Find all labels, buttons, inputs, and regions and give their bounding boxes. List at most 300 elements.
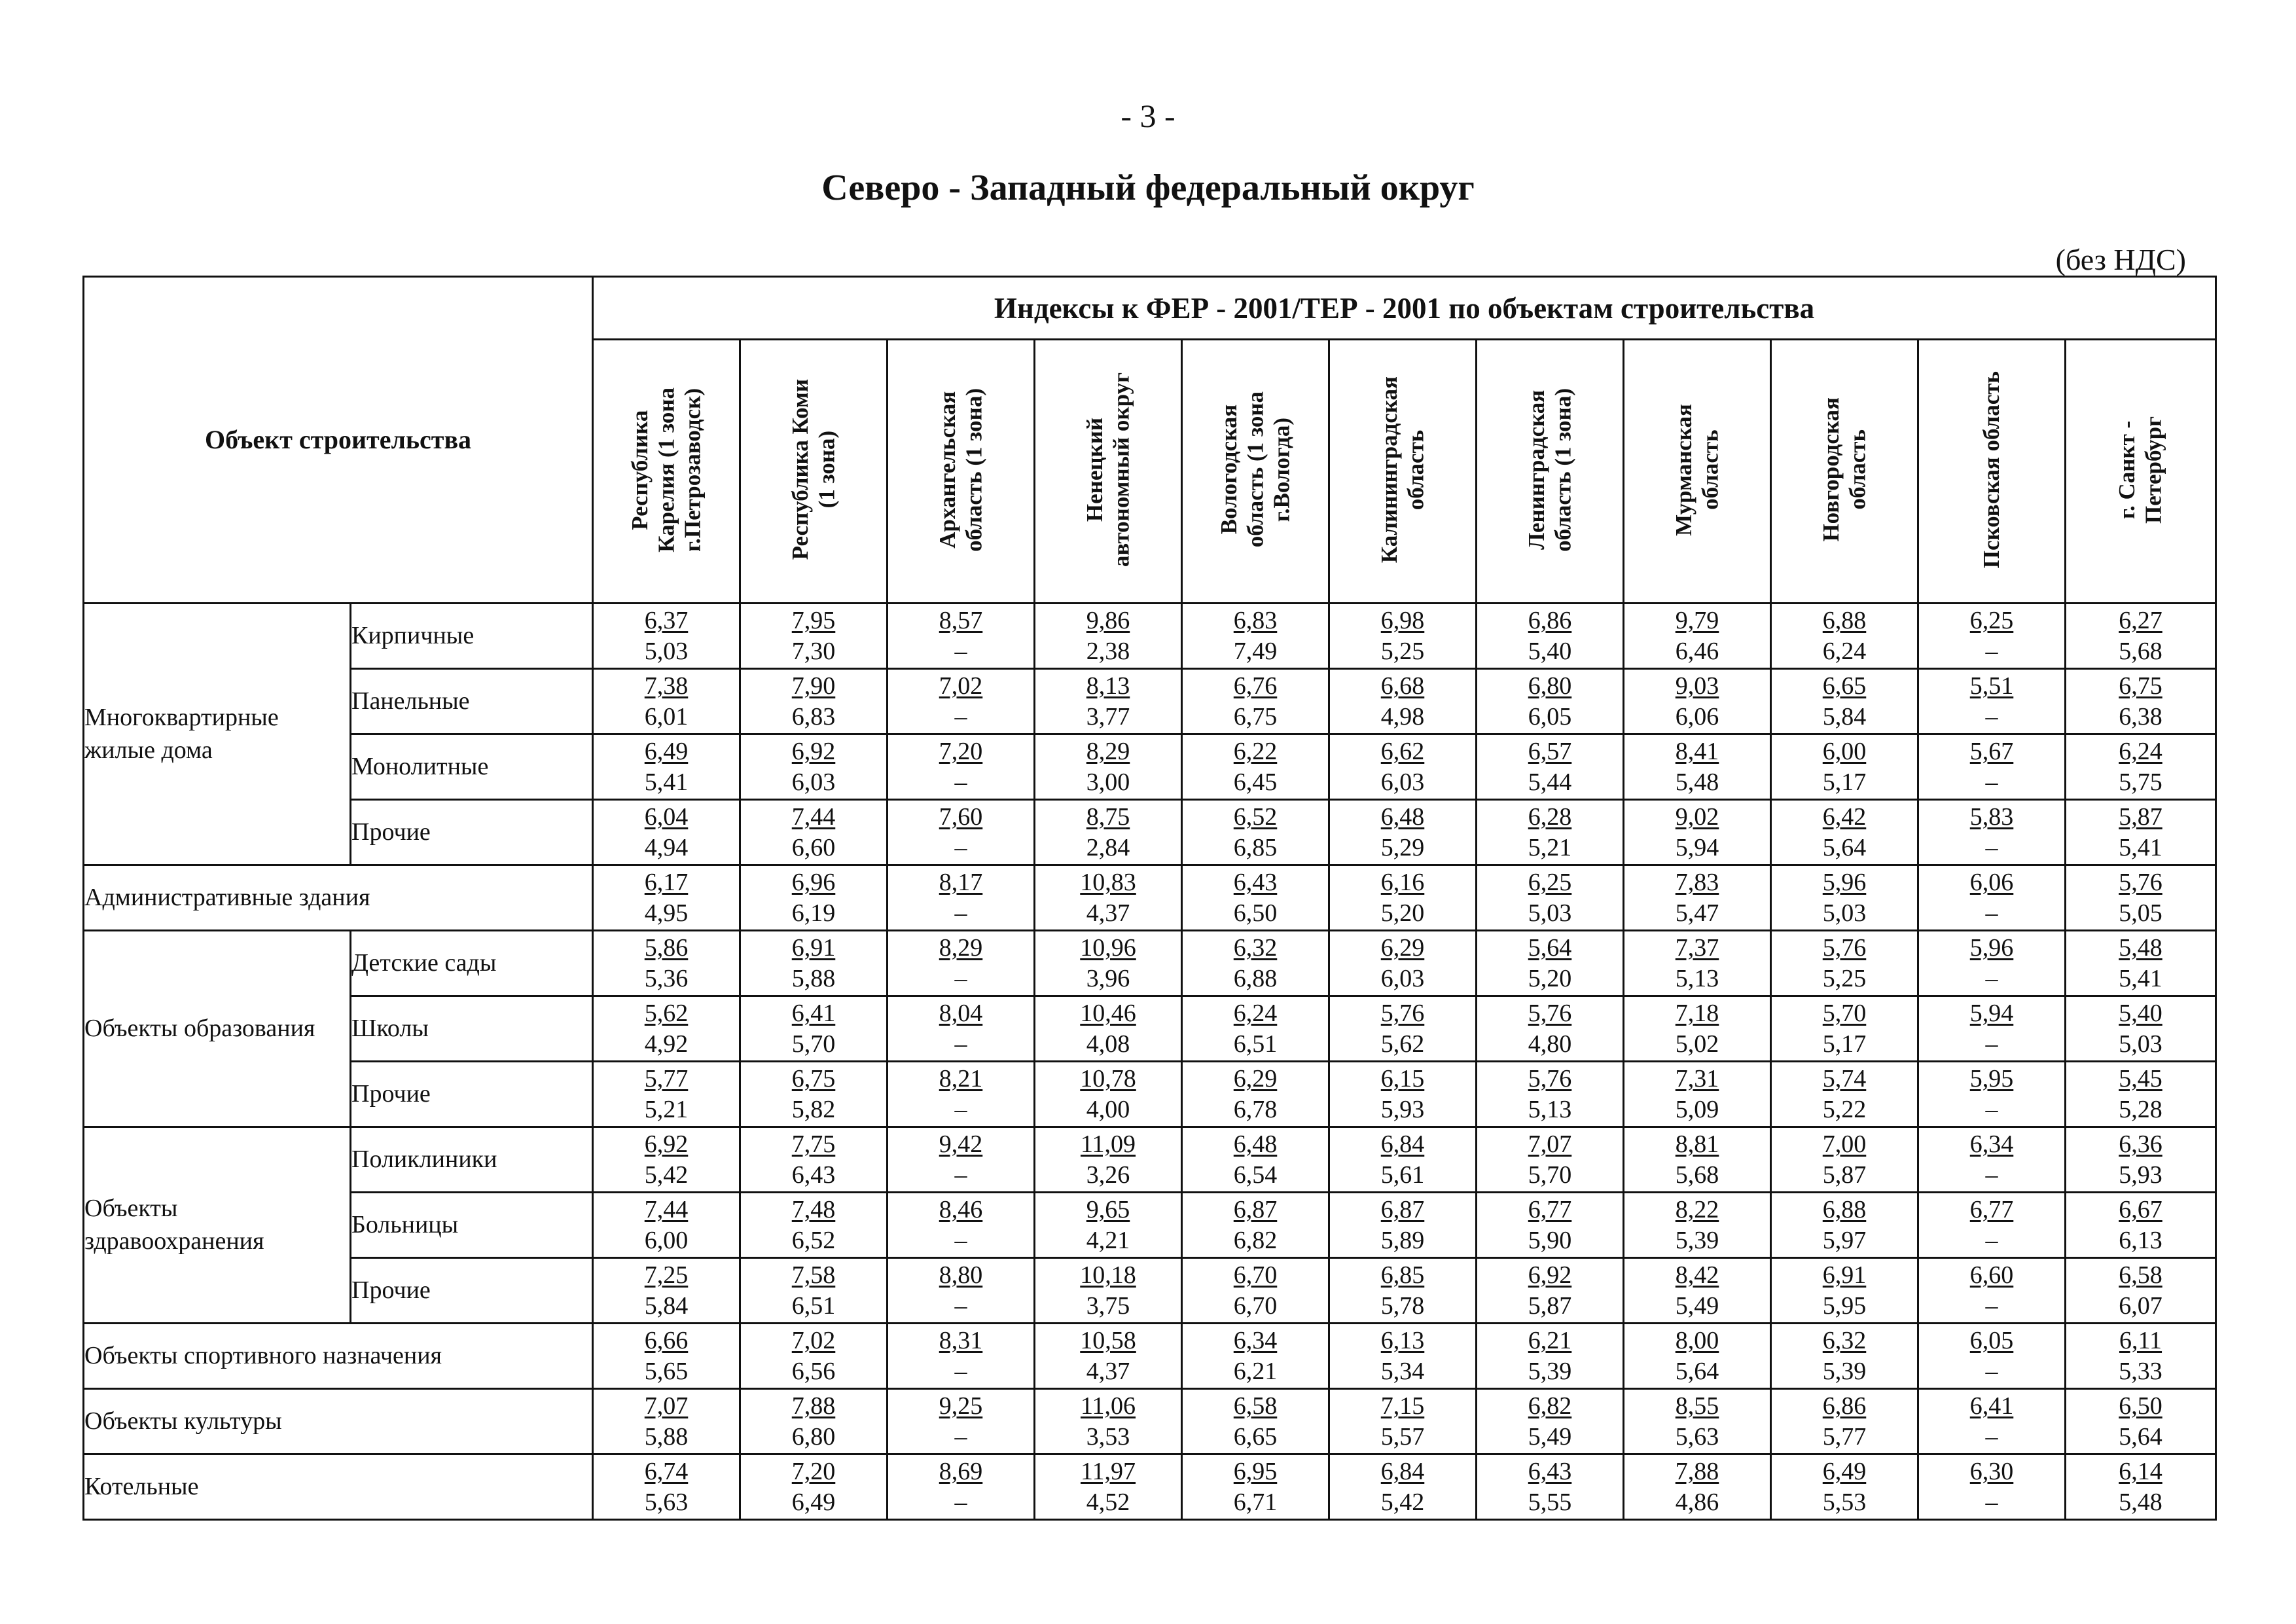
index-cell: [1918, 734, 2066, 800]
index-cell: [1477, 996, 1624, 1062]
ter-index-value: –: [1985, 1488, 1998, 1516]
ter-index-value: –: [1985, 1357, 1998, 1385]
ter-index-value: 5,87: [1822, 1161, 1867, 1189]
fer-index-value: 6,14: [2119, 1458, 2162, 1486]
index-cell: [888, 865, 1035, 931]
fer-index-value: 8,42: [1675, 1261, 1719, 1290]
table-row: [84, 996, 2216, 1062]
fer-index-value: 11,09: [1080, 1130, 1136, 1159]
ter-index-value: 5,40: [1528, 637, 1572, 665]
fer-index-value: 10,46: [1080, 1000, 1136, 1028]
ter-index-value: 6,06: [1675, 702, 1719, 731]
ter-index-value: 5,77: [1822, 1422, 1867, 1451]
fer-index-value: 6,58: [2119, 1261, 2162, 1290]
index-cell: [740, 1127, 888, 1193]
index-cell: [1035, 1258, 1182, 1324]
fer-index-value: 6,52: [1233, 803, 1278, 831]
fer-index-value: 6,37: [644, 607, 689, 635]
fer-index-value: 6,43: [1528, 1458, 1572, 1486]
fer-index-value: 6,32: [1822, 1327, 1867, 1355]
fer-index-value: 6,11: [2119, 1327, 2162, 1355]
ter-index-value: –: [1985, 1226, 1998, 1254]
ter-index-value: 6,24: [1822, 637, 1867, 665]
region-header: [740, 340, 888, 604]
index-cell: [1624, 669, 1771, 734]
index-cell: [1329, 931, 1477, 996]
ter-index-value: 5,93: [2119, 1161, 2162, 1189]
fer-index-value: 5,94: [1969, 1000, 2014, 1028]
region-label: Республика Коми (1 зона): [787, 379, 840, 560]
index-cell: [888, 996, 1035, 1062]
ter-index-value: 5,39: [1675, 1226, 1719, 1254]
index-cell: [1624, 996, 1771, 1062]
fer-index-value: 5,76: [1528, 1000, 1572, 1028]
ter-index-value: –: [1985, 964, 1998, 992]
ter-index-value: 5,65: [644, 1357, 689, 1385]
ter-index-value: 6,56: [791, 1357, 836, 1385]
ter-index-value: –: [1985, 1422, 1998, 1451]
index-cell: [1329, 1324, 1477, 1389]
fer-index-value: 8,04: [939, 1000, 983, 1028]
index-cell: [2066, 1258, 2216, 1324]
ter-index-value: –: [1985, 637, 1998, 665]
fer-index-value: 6,92: [791, 738, 836, 766]
fer-index-value: 6,05: [1969, 1327, 2014, 1355]
index-cell: [888, 1454, 1035, 1520]
index-cell: [1329, 669, 1477, 734]
fer-index-value: 6,48: [1233, 1130, 1278, 1159]
ter-index-value: 5,48: [1675, 768, 1719, 796]
index-cell: [1182, 800, 1329, 865]
fer-index-value: 6,62: [1380, 738, 1425, 766]
index-cell: [740, 931, 888, 996]
index-cell: [593, 669, 740, 734]
ter-index-value: –: [1985, 1030, 1998, 1058]
fer-index-value: 5,70: [1822, 1000, 1867, 1028]
fer-index-value: 6,91: [791, 934, 836, 962]
ter-index-value: 6,03: [1380, 964, 1425, 992]
index-cell: [888, 1062, 1035, 1127]
index-cell: [1182, 1062, 1329, 1127]
fer-index-value: 6,84: [1380, 1130, 1425, 1159]
ter-index-value: 6,80: [791, 1422, 836, 1451]
ter-index-value: –: [954, 637, 967, 665]
fer-index-value: 8,00: [1675, 1327, 1719, 1355]
ter-index-value: 5,41: [2119, 964, 2162, 992]
fer-index-value: 7,44: [644, 1196, 689, 1224]
fer-index-value: 5,40: [2119, 1000, 2162, 1028]
ter-index-value: 5,78: [1380, 1291, 1425, 1320]
ter-index-value: 4,37: [1086, 1357, 1130, 1385]
index-cell: [1329, 604, 1477, 669]
subtype-label: Поликлиники: [351, 1127, 593, 1193]
fer-index-value: 6,36: [2119, 1130, 2162, 1159]
fer-index-value: 6,25: [1528, 869, 1572, 897]
region-label: Новгородская область: [1818, 397, 1871, 542]
ter-index-value: 6,05: [1528, 702, 1572, 731]
index-cell: [1182, 1127, 1329, 1193]
fer-index-value: 6,25: [1969, 607, 2014, 635]
index-cell: [2066, 734, 2216, 800]
ter-index-value: 6,85: [1233, 833, 1278, 861]
index-cell: [1918, 800, 2066, 865]
index-cell: [1624, 931, 1771, 996]
fer-index-value: 6,83: [1233, 607, 1278, 635]
ter-index-value: 5,28: [2119, 1095, 2162, 1123]
ter-index-value: 5,25: [1822, 964, 1867, 992]
fer-index-value: 6,86: [1528, 607, 1572, 635]
index-cell: [888, 1324, 1035, 1389]
ter-index-value: 6,38: [2119, 702, 2162, 731]
index-cell: [1182, 996, 1329, 1062]
fer-index-value: 5,86: [644, 934, 689, 962]
fer-index-value: 6,32: [1233, 934, 1278, 962]
index-cell: [888, 734, 1035, 800]
index-cell: [1182, 604, 1329, 669]
ter-index-value: 5,20: [1528, 964, 1572, 992]
fer-index-value: 5,76: [2119, 869, 2162, 897]
fer-index-value: 7,00: [1822, 1130, 1867, 1159]
fer-index-value: 6,58: [1233, 1392, 1278, 1420]
page-number: - 3 -: [1121, 98, 1175, 134]
ter-index-value: 5,57: [1380, 1422, 1425, 1451]
table-row: [84, 734, 2216, 800]
table-row: [84, 800, 2216, 865]
index-cell: [2066, 1324, 2216, 1389]
index-cell: [1477, 604, 1624, 669]
fer-index-value: 6,65: [1822, 672, 1867, 700]
index-cell: [740, 604, 888, 669]
ter-index-value: 5,97: [1822, 1226, 1867, 1254]
region-label: Вологодская область (1 зона г.Вологда): [1215, 391, 1295, 548]
table-row: [84, 1389, 2216, 1454]
fer-index-value: 10,83: [1080, 869, 1136, 897]
ter-index-value: 6,00: [644, 1226, 689, 1254]
region-header: [888, 340, 1035, 604]
ter-index-value: 5,90: [1528, 1226, 1572, 1254]
ter-index-value: 6,83: [791, 702, 836, 731]
fer-index-value: 6,68: [1380, 672, 1425, 700]
fer-index-value: 6,49: [644, 738, 689, 766]
index-cell: [1624, 1062, 1771, 1127]
ter-index-value: 5,29: [1380, 833, 1425, 861]
ter-index-value: 5,44: [1528, 768, 1572, 796]
index-cell: [1771, 1193, 1918, 1258]
ter-index-value: 6,51: [791, 1291, 836, 1320]
ter-index-value: 6,07: [2119, 1291, 2162, 1320]
fer-index-value: 6,77: [1969, 1196, 2014, 1224]
ter-index-value: 3,53: [1086, 1422, 1130, 1451]
index-cell: [740, 1324, 888, 1389]
ter-index-value: 4,00: [1086, 1095, 1130, 1123]
ter-index-value: 5,25: [1380, 637, 1425, 665]
ter-index-value: 4,80: [1528, 1030, 1572, 1058]
ter-index-value: 5,17: [1822, 768, 1867, 796]
fer-index-value: 6,49: [1822, 1458, 1867, 1486]
fer-index-value: 7,20: [939, 738, 983, 766]
index-cell: [2066, 1062, 2216, 1127]
fer-index-value: 6,96: [791, 869, 836, 897]
fer-index-value: 8,29: [939, 934, 983, 962]
ter-index-value: 5,49: [1675, 1291, 1719, 1320]
index-cell: [1771, 1324, 1918, 1389]
fer-index-value: 6,88: [1822, 1196, 1867, 1224]
fer-index-value: 8,22: [1675, 1196, 1719, 1224]
index-cell: [1329, 996, 1477, 1062]
fer-index-value: 6,95: [1233, 1458, 1278, 1486]
index-cell: [2066, 1193, 2216, 1258]
index-cell: [888, 1127, 1035, 1193]
ter-index-value: 6,70: [1233, 1291, 1278, 1320]
fer-index-value: 6,85: [1380, 1261, 1425, 1290]
ter-index-value: 6,46: [1675, 637, 1719, 665]
fer-index-value: 8,31: [939, 1327, 983, 1355]
group-label: Объекты здравоохранения: [84, 1127, 351, 1324]
index-cell: [1182, 1454, 1329, 1520]
fer-index-value: 6,98: [1380, 607, 1425, 635]
fer-index-value: 6,92: [1528, 1261, 1572, 1290]
fer-index-value: 6,76: [1233, 672, 1278, 700]
fer-index-value: 6,00: [1822, 738, 1867, 766]
group-label: Объекты образования: [84, 931, 351, 1127]
index-cell: [1477, 865, 1624, 931]
fer-index-value: 7,15: [1380, 1392, 1425, 1420]
fer-index-value: 6,17: [644, 869, 689, 897]
ter-index-value: 4,37: [1086, 899, 1130, 927]
ter-index-value: 2,84: [1086, 833, 1130, 861]
index-cell: [1329, 1193, 1477, 1258]
ter-index-value: 3,96: [1086, 964, 1130, 992]
index-cell: [593, 1258, 740, 1324]
ter-index-value: 5,75: [2119, 768, 2162, 796]
fer-index-value: 9,42: [939, 1130, 983, 1159]
fer-index-value: 5,51: [1969, 672, 2014, 700]
ter-index-value: –: [954, 833, 967, 861]
index-cell: [740, 734, 888, 800]
ter-index-value: 5,94: [1675, 833, 1719, 861]
ter-index-value: 5,70: [1528, 1161, 1572, 1189]
fer-index-value: 6,16: [1380, 869, 1425, 897]
fer-index-value: 7,48: [791, 1196, 836, 1224]
index-cell: [888, 1258, 1035, 1324]
index-cell: [1035, 800, 1182, 865]
ter-index-value: 5,42: [644, 1161, 689, 1189]
index-cell: [740, 669, 888, 734]
fer-index-value: 6,22: [1233, 738, 1278, 766]
index-cell: [1035, 1324, 1182, 1389]
index-cell: [1918, 604, 2066, 669]
index-cell: [740, 865, 888, 931]
fer-index-value: 7,02: [939, 672, 983, 700]
index-cell: [1624, 865, 1771, 931]
ter-index-value: –: [954, 702, 967, 731]
fer-index-value: 6,41: [1969, 1392, 2014, 1420]
ter-index-value: –: [954, 1095, 967, 1123]
ter-index-value: –: [1985, 1291, 1998, 1320]
fer-index-value: 10,58: [1080, 1327, 1136, 1355]
ter-index-value: –: [954, 1161, 967, 1189]
ter-index-value: –: [954, 964, 967, 992]
index-cell: [1035, 1062, 1182, 1127]
index-cell: [1329, 734, 1477, 800]
region-header: [1624, 340, 1771, 604]
index-cell: [2066, 604, 2216, 669]
region-header: [593, 340, 740, 604]
ter-index-value: 5,41: [2119, 833, 2162, 861]
index-cell: [1624, 800, 1771, 865]
ter-index-value: 5,53: [1822, 1488, 1867, 1516]
ter-index-value: 5,33: [2119, 1357, 2162, 1385]
object-label: Объекты спортивного назначения: [84, 1324, 593, 1389]
ter-index-value: 5,34: [1380, 1357, 1425, 1385]
fer-index-value: 7,75: [791, 1130, 836, 1159]
ter-index-value: –: [1985, 702, 1998, 731]
ter-index-value: –: [954, 768, 967, 796]
index-cell: [1624, 1324, 1771, 1389]
region-label: Республика Карелия (1 зона г.Петрозаводск): [626, 387, 706, 552]
subtype-label: Прочие: [351, 800, 593, 865]
ter-index-value: 5,02: [1675, 1030, 1719, 1058]
ter-index-value: 5,63: [644, 1488, 689, 1516]
ter-index-value: –: [954, 1226, 967, 1254]
region-header: [1771, 340, 1918, 604]
fer-index-value: 5,45: [2119, 1065, 2162, 1093]
fer-index-value: 6,50: [2119, 1392, 2162, 1420]
index-cell: [888, 931, 1035, 996]
fer-index-value: 6,57: [1528, 738, 1572, 766]
ter-index-value: 4,92: [644, 1030, 689, 1058]
fer-index-value: 6,34: [1969, 1130, 2014, 1159]
indices-table: [82, 276, 2217, 1521]
subtype-label: Детские сады: [351, 931, 593, 996]
index-cell: [593, 996, 740, 1062]
ter-index-value: 5,49: [1528, 1422, 1572, 1451]
table-row: [84, 669, 2216, 734]
fer-index-value: 6,91: [1822, 1261, 1867, 1290]
index-cell: [1771, 669, 1918, 734]
fer-index-value: 5,87: [2119, 803, 2162, 831]
table-row: [84, 1324, 2216, 1389]
fer-index-value: 5,96: [1822, 869, 1867, 897]
ter-index-value: 5,22: [1822, 1095, 1867, 1123]
ter-index-value: 5,41: [644, 768, 689, 796]
index-cell: [1771, 996, 1918, 1062]
ter-index-value: 3,00: [1086, 768, 1130, 796]
ter-index-value: 5,13: [1675, 964, 1719, 992]
object-label: Котельные: [84, 1454, 593, 1520]
ter-index-value: 5,62: [1380, 1030, 1425, 1058]
fer-index-value: 5,95: [1969, 1065, 2014, 1093]
fer-index-value: 6,27: [2119, 607, 2162, 635]
index-cell: [1918, 931, 2066, 996]
ter-index-value: 5,09: [1675, 1095, 1719, 1123]
index-cell: [740, 1389, 888, 1454]
index-cell: [1771, 1454, 1918, 1520]
index-cell: [1918, 865, 2066, 931]
subtype-label: Прочие: [351, 1258, 593, 1324]
index-cell: [740, 1454, 888, 1520]
subtype-label: Кирпичные: [351, 604, 593, 669]
ter-index-value: 3,26: [1086, 1161, 1130, 1189]
index-cell: [1624, 1127, 1771, 1193]
index-cell: [1771, 734, 1918, 800]
index-cell: [1182, 1389, 1329, 1454]
ter-index-value: 4,98: [1380, 702, 1425, 731]
index-cell: [740, 996, 888, 1062]
index-cell: [1477, 800, 1624, 865]
subtype-label: Школы: [351, 996, 593, 1062]
index-cell: [593, 604, 740, 669]
region-label: Мурманская область: [1670, 403, 1723, 536]
ter-index-value: 5,55: [1528, 1488, 1572, 1516]
fer-index-value: 6,24: [1233, 1000, 1278, 1028]
index-cell: [1477, 734, 1624, 800]
ter-index-value: 5,05: [2119, 899, 2162, 927]
fer-index-value: 8,81: [1675, 1130, 1719, 1159]
fer-index-value: 6,86: [1822, 1392, 1867, 1420]
index-cell: [1477, 1324, 1624, 1389]
index-cell: [593, 800, 740, 865]
index-cell: [888, 1193, 1035, 1258]
index-cell: [593, 734, 740, 800]
fer-index-value: 6,87: [1233, 1196, 1278, 1224]
index-cell: [1477, 1454, 1624, 1520]
table-row: [84, 865, 2216, 931]
index-cell: [1918, 1193, 2066, 1258]
fer-index-value: 6,24: [2119, 738, 2162, 766]
fer-index-value: 6,67: [2119, 1196, 2162, 1224]
fer-index-value: 6,41: [791, 1000, 836, 1028]
subtype-label: Панельные: [351, 669, 593, 734]
fer-index-value: 5,83: [1969, 803, 2014, 831]
index-cell: [1477, 1062, 1624, 1127]
ter-index-value: 2,38: [1086, 637, 1130, 665]
index-cell: [1477, 1193, 1624, 1258]
ter-index-value: 5,03: [644, 637, 689, 665]
vat-note: (без НДС): [2055, 243, 2186, 276]
index-cell: [1477, 1258, 1624, 1324]
fer-index-value: 7,07: [644, 1392, 689, 1420]
fer-index-value: 5,62: [644, 1000, 689, 1028]
fer-index-value: 5,96: [1969, 934, 2014, 962]
fer-index-value: 9,25: [939, 1392, 983, 1420]
fer-index-value: 5,64: [1528, 934, 1572, 962]
fer-index-value: 7,83: [1675, 869, 1719, 897]
index-cell: [1035, 1454, 1182, 1520]
fer-index-value: 5,76: [1822, 934, 1867, 962]
ter-index-value: –: [954, 1357, 967, 1385]
index-cell: [2066, 931, 2216, 996]
ter-index-value: 3,77: [1086, 702, 1130, 731]
ter-index-value: 6,60: [791, 833, 836, 861]
fer-index-value: 8,41: [1675, 738, 1719, 766]
fer-index-value: 8,80: [939, 1261, 983, 1290]
index-cell: [740, 800, 888, 865]
fer-index-value: 6,43: [1233, 869, 1278, 897]
ter-index-value: 6,88: [1233, 964, 1278, 992]
table-row: [84, 1454, 2216, 1520]
index-cell: [1918, 1454, 2066, 1520]
ter-index-value: 6,43: [791, 1161, 836, 1189]
fer-index-value: 7,95: [791, 607, 836, 635]
fer-index-value: 6,21: [1528, 1327, 1572, 1355]
index-cell: [1771, 1062, 1918, 1127]
table-row: [84, 1193, 2216, 1258]
fer-index-value: 5,74: [1822, 1065, 1867, 1093]
fer-index-value: 8,21: [939, 1065, 983, 1093]
index-cell: [1771, 1127, 1918, 1193]
fer-index-value: 6,75: [791, 1065, 836, 1093]
